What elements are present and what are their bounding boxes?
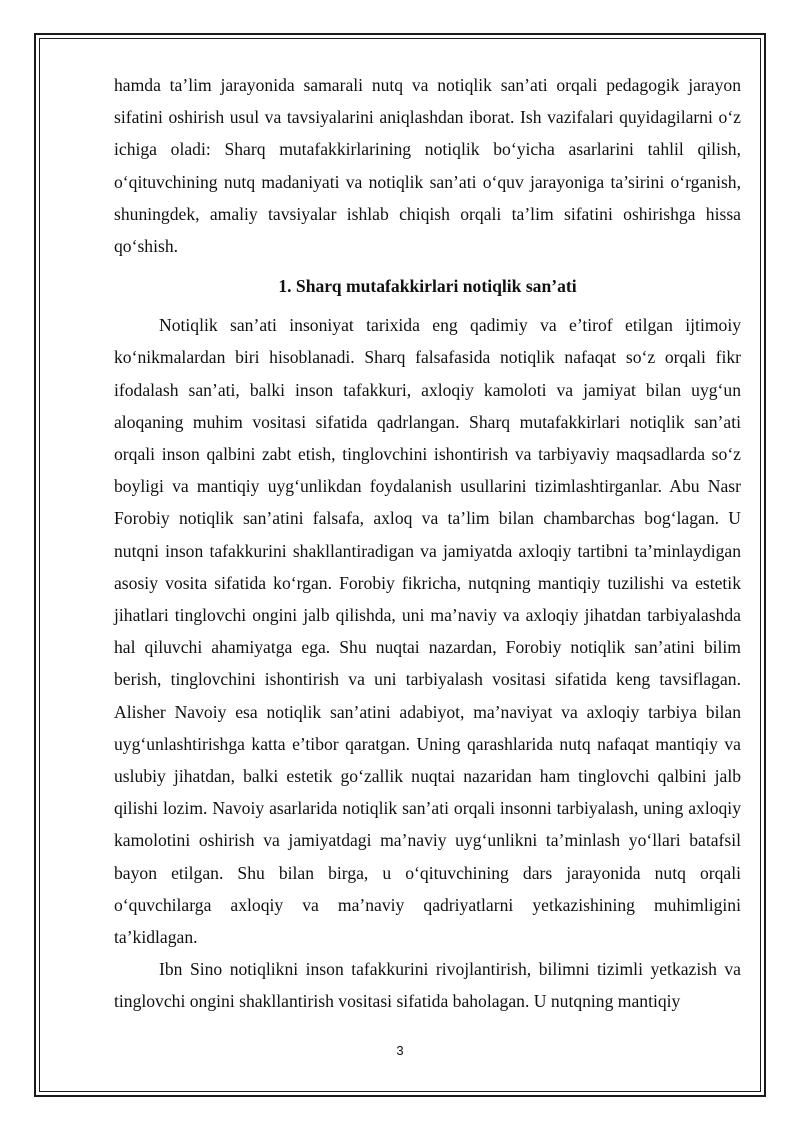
paragraph-intro-continued: hamda ta’lim jarayonida samarali nutq va notiqlik san’ati orqali pedagogik jarayon sifatini oshirish usul va tavsiyalarini aniqlashdan iborat. Ish vazifalari quyidagilarni o‘z ichiga oladi: Sharq mutafakkirlarining notiqlik bo‘yicha asarlarini tahlil qilish, o‘qituvchining nutq madaniyati va notiqlik san’ati o‘quv jarayoniga ta’sirini o‘rganish, shuningdek, amaliy tavsiyalar ishlab chiqish orqali ta’lim sifatini oshirishga hissa qo‘shish. [114, 75, 741, 257]
page-number: 3 [396, 1043, 404, 1058]
paragraph-section-1-first: Notiqlik san’ati insoniyat tarixida eng qadimiy va e’tirof etilgan ijtimoiy ko‘nikmalardan biri hisoblanadi. Sharq falsafasida notiqlik nafaqat so‘z orqali fikr ifodalash san’ati, balki inson tafakkuri, axloqiy kamoloti va jamiyat bilan uyg‘un aloqaning muhim vositasi sifatida qadrlangan. Sharq mutafakkirlari notiqlik san’ati orqali inson qalbini zabt etish, tinglovchini ishontirish va tarbiyaviy maqsadlarda so‘z boyligi va mantiqiy uyg‘unlikdan foydalanish usullarini tizimlashtirganlar. Abu Nasr Forobiy notiqlik san’atini falsafa, axloq va ta’lim bilan chambarchas bog‘lagan. U nutqni inson tafakkurini shakllantiradigan va jamiyatda axloqiy tartibni ta’minlaydigan asosiy vosita sifatida ko‘rgan. Forobiy fikricha, nutqning mantiqiy tuzilishi va estetik jihatlari tinglovchi ongini jalb qilishda, uni ma’naviy va axloqiy jihatdan tarbiyalashda hal qiluvchi ahamiyatga ega. Shu nuqtai nazardan, Forobiy notiqlik san’atini bilim berish, tinglovchini ishontirish va uni tarbiyalash vositasi sifatida keng tavsiflagan. Alisher Navoiy esa notiqlik san’atini adabiyot, ma’naviyat va axloqiy tarbiya bilan uyg‘unlashtirishga katta e’tibor qaratgan. Uning qarashlarida nutq nafaqat mantiqiy va uslubiy jihatdan, balki estetik go‘zallik nuqtai nazaridan ham tinglovchi qalbini jalb qilishi lozim. Navoiy asarlarida notiqlik san’ati orqali insonni tarbiyalash, uning axloqiy kamolotini oshirish va jamiyatdagi ma’naviy uyg‘unlikni ta’minlash yo‘llari batafsil bayon etilgan. Shu bilan birga, u o‘qituvchining dars jarayonida nutq orqali o‘quvchilarga axloqiy va ma’naviy qadriyatlarni yetkazishining muhimligini ta’kidlagan. [114, 315, 741, 948]
section-heading: 1. Sharq mutafakkirlari notiqlik san’ati [278, 276, 577, 297]
paragraph-section-1-second: Ibn Sino notiqlikni inson tafakkurini rivojlantirish, bilimni tizimli yetkazish va tinglovchi ongini shakllantirish vositasi sifatida baholagan. U nutqning mantiqiy [114, 959, 741, 1012]
page-body [114, 69, 741, 1018]
